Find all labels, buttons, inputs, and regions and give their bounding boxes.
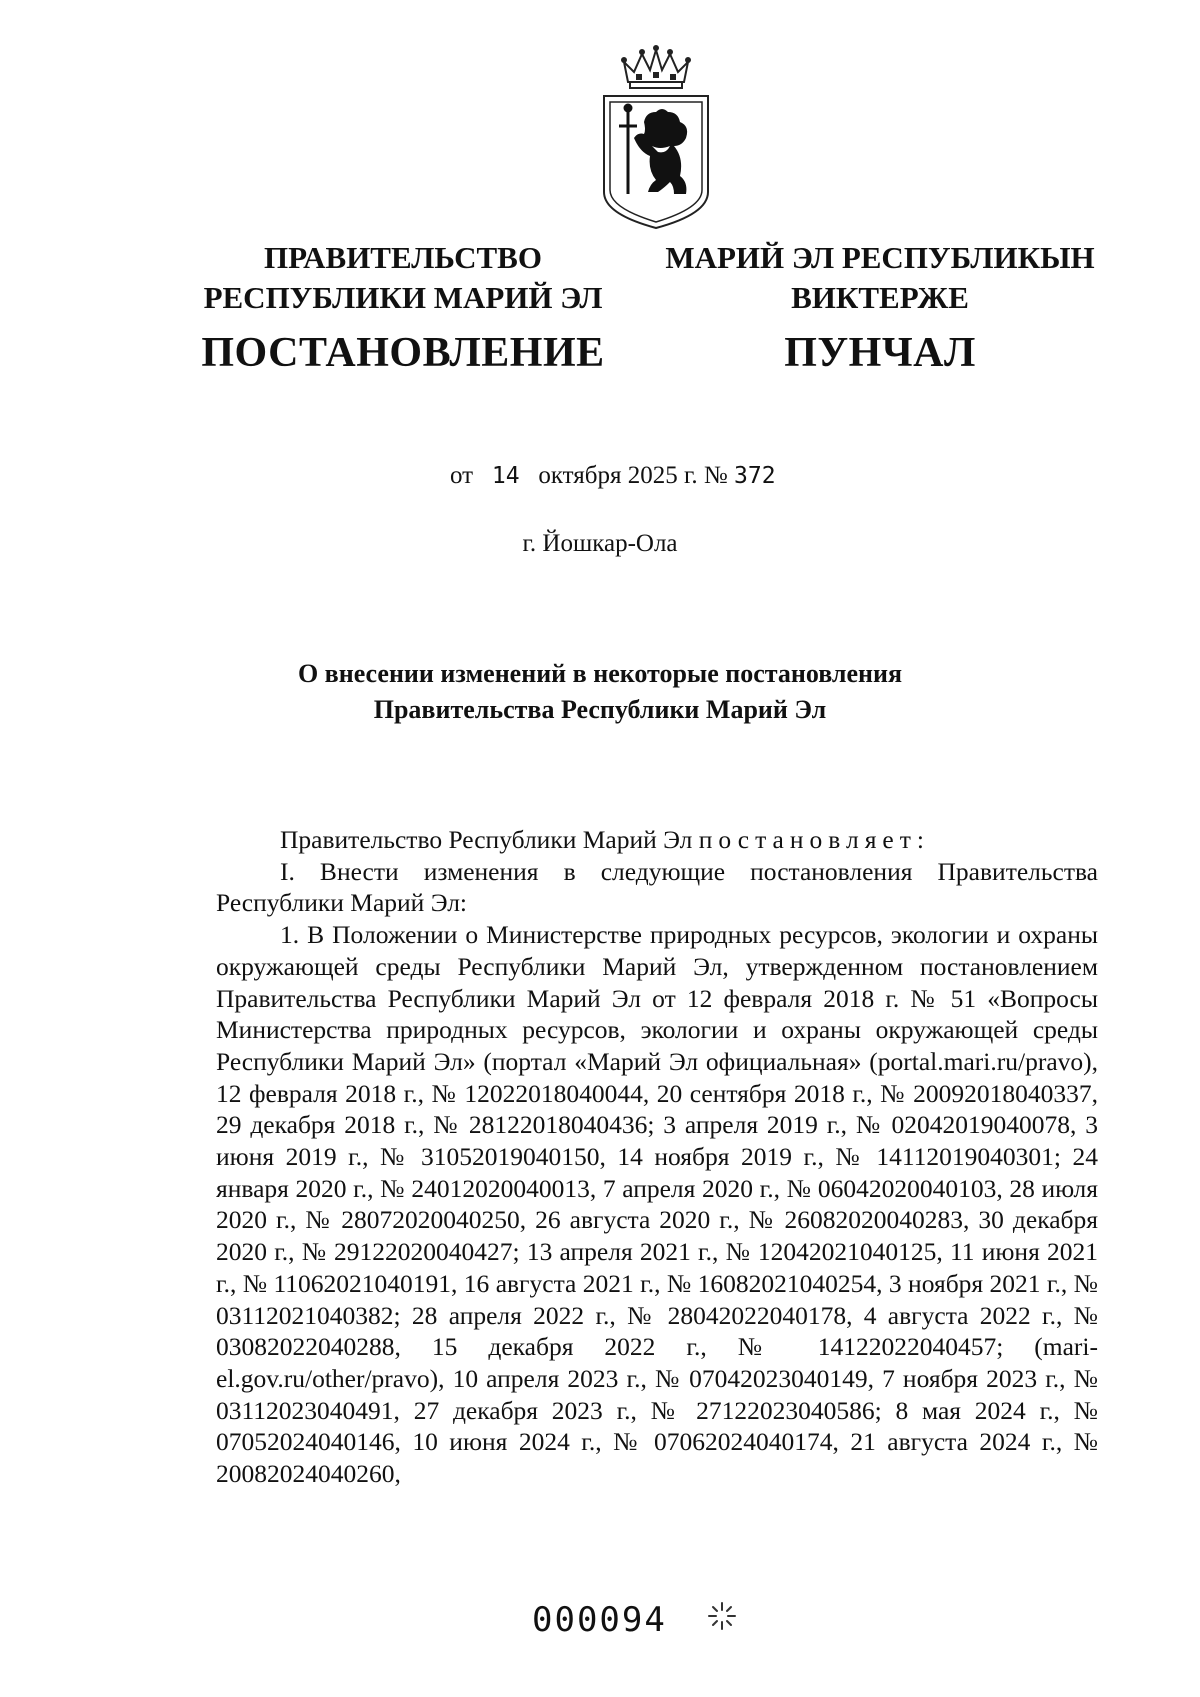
- date-month-year: октября 2025 г.: [538, 462, 698, 489]
- intro-spaced: постановляет:: [698, 825, 930, 854]
- header-right-doc-type: ПУНЧАЛ: [784, 330, 976, 376]
- header-left-line1: ПРАВИТЕЛЬСТВО: [264, 240, 542, 275]
- header-left-line2: РЕСПУБЛИКИ МАРИЙ ЭЛ: [203, 280, 603, 315]
- intro-text: Правительство Республики Марий Эл: [280, 825, 699, 854]
- city: г. Йошкар-Ола: [522, 530, 678, 557]
- coat-of-arms-mari-el-icon: [600, 42, 712, 232]
- footer-serial-number: 000094: [532, 1600, 667, 1640]
- header-left: [178, 238, 628, 378]
- header-left-doc-type: ПОСТАНОВЛЕНИЕ: [201, 330, 605, 376]
- intro-paragraph: [216, 824, 1098, 856]
- document-body: [216, 824, 1098, 1490]
- paragraph-item-1: I. Внести изменения в следующие постановления Правительства Республики Марий Эл:: [216, 856, 1098, 918]
- title-line1: О внесении изменений в некоторые постановления: [297, 659, 903, 688]
- date-prefix: от: [450, 462, 474, 489]
- asterisk-mark-icon: [706, 1600, 738, 1632]
- paragraph-item-1-1: 1. В Положении о Министерстве природных ресурсов, экологии и охраны окружающей среды Республики Марий Эл, утвержденном постановлением Правительства Республики Марий Эл от 12 февраля 2018 г. № 51 «Вопросы Министерства природных ресурсов, экологии и охраны окружающей среды Республики Марий Эл» (портал «Марий Эл официальная» (portal.mari.ru/pravo), 12 февраля 2018 г., № 12022018040044, 20 сентября 2018 г., № 20092018040337, 29 декабря 2018 г., № 28122018040436; 3 апреля 2019 г., № 02042019040078, 3 июня 2019 г., № 31052019040150, 14 ноября 2019 г., № 14112019040301; 24 января 2020 г., № 24012020040013, 7 апреля 2020 г., № 06042020040103, 28 июля 2020 г., № 28072020040250, 26 августа 2020 г., № 26082020040283, 30 декабря 2020 г., № 29122020040427; 13 апреля 2021 г., № 12042021040125, 11 июня 2021 г., № 11062021040191, 16 августа 2021 г., № 16082021040254, 3 ноября 2021 г., № 03112021040382; 28 апреля 2022 г., № 28042022040178, 4 августа 2022 г., № 03082022040288, 15 декабря 2022 г., № 14122022040457; (mari-el.gov.ru/other/pravo), 10 апреля 2023 г., № 07042023040149, 7 ноября 2023 г., № 03112023040491, 27 декабря 2023 г., № 27122023040586; 8 мая 2024 г., № 07052024040146, 10 июня 2024 г., № 07062024040174, 21 августа 2024 г., № 20082024040260,: [216, 920, 1098, 1489]
- header-right: [640, 238, 1120, 378]
- title-line2: Правительства Республики Марий Эл: [373, 695, 827, 724]
- date-day: 14: [491, 463, 520, 489]
- number-sign: №: [703, 462, 728, 489]
- document-number: 372: [734, 463, 776, 489]
- document-date-line: [450, 462, 776, 490]
- document-title: [0, 656, 1200, 728]
- header-right-line2: ВИКТЕРЖЕ: [791, 280, 969, 315]
- header-right-line1: МАРИЙ ЭЛ РЕСПУБЛИКЫН: [665, 240, 1095, 275]
